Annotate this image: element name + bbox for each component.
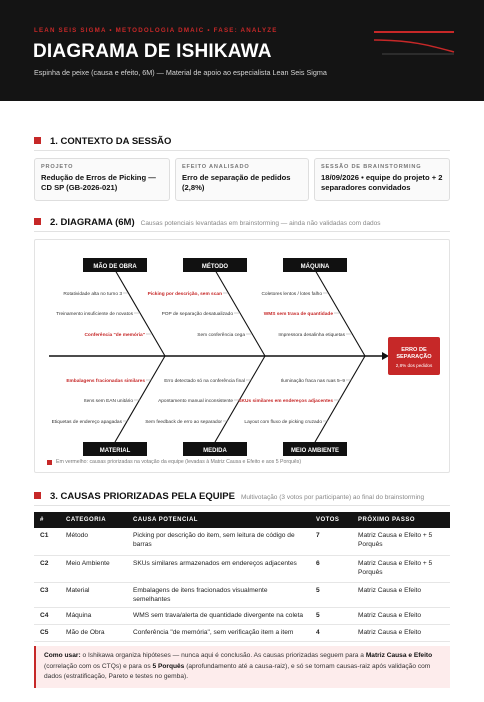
cell-votes: 4 — [310, 624, 352, 641]
section3-heading — [34, 491, 424, 502]
table-header-row — [34, 512, 450, 528]
card-value: Redução de Erros de Picking — CD SP (GB-2026-021) — [41, 173, 156, 192]
category-label: MÉTODO — [201, 264, 229, 270]
cell-next-step: Matriz Causa e Efeito + 5 Porquês — [352, 555, 450, 582]
table-row — [34, 624, 450, 641]
table-row — [34, 555, 450, 582]
cell-category: Mão de Obra — [60, 624, 127, 641]
section2-note: Causas potenciais levantadas em brainstorming — ainda não validadas com dados — [140, 220, 381, 227]
cell-cause: WMS sem trava/alerta de quantidade divergente na coleta — [127, 607, 310, 624]
cause-label: Layout com fluxo de picking cruzado — [244, 420, 322, 425]
header-kicker: LEAN SEIS SIGMA • METODOLOGIA DMAIC • FASE: ANALYZE — [34, 27, 278, 34]
card-effect — [175, 158, 309, 201]
cell-cause: SKUs similares armazenados em endereços adjacentes — [127, 555, 310, 582]
legend-text: Em vermelho: causas priorizadas na votação da equipe (levadas à Matriz Causa e Efeito e aos 5 Porquês) — [56, 459, 302, 465]
cell-id: C5 — [34, 624, 60, 641]
spine-arrow — [382, 352, 389, 360]
column-header: # — [34, 512, 60, 528]
column-header: CAUSA POTENCIAL — [127, 512, 310, 528]
diagram-legend — [47, 459, 301, 465]
cause-label: Etiquetas de endereço apagadas — [51, 420, 122, 425]
cause-label-prioritized: SKUs similares em endereços adjacentes — [238, 399, 333, 404]
effect-value: 2,8% dos pedidos — [395, 363, 433, 368]
card-value: Erro de separação de pedidos (2,8%) — [182, 173, 291, 192]
fishbone-svg — [35, 240, 451, 474]
cause-label: Itens sem EAN unitário — [83, 399, 133, 404]
cell-next-step: Matriz Causa e Efeito — [352, 624, 450, 641]
cell-next-step: Matriz Causa e Efeito + 5 Porquês — [352, 528, 450, 555]
divider — [34, 150, 450, 151]
cause-label-prioritized: Conferência "de memória" — [84, 333, 145, 338]
cell-votes: 6 — [310, 555, 352, 582]
category-label: MÃO DE OBRA — [93, 264, 137, 270]
card-project — [34, 158, 170, 201]
note-text: (correlação com os CTQs) e para os — [44, 662, 153, 670]
table-row — [34, 607, 450, 624]
table-row — [34, 528, 450, 555]
cell-category: Material — [60, 582, 127, 607]
cell-votes: 5 — [310, 607, 352, 624]
cell-category: Máquina — [60, 607, 127, 624]
divider — [34, 231, 450, 232]
column-header: VOTOS — [310, 512, 352, 528]
section3-note: Multivotação (3 votos por participante) ao final do brainstorming — [240, 494, 425, 501]
cause-label-prioritized: Picking por descrição, sem scan — [147, 292, 222, 297]
category-label: MATERIAL — [99, 448, 131, 454]
cause-label: POP de separação desatualizado — [161, 312, 233, 317]
header-banner — [0, 0, 484, 101]
card-label: SESSÃO DE BRAINSTORMING — [321, 164, 422, 170]
section3-title: 3. CAUSAS PRIORIZADAS PELA EQUIPE — [50, 491, 235, 502]
table-row — [34, 582, 450, 607]
divider — [34, 505, 450, 506]
column-header: PRÓXIMO PASSO — [352, 512, 450, 528]
cause-label: Sem conferência cega — [197, 333, 245, 338]
note-lead: Como usar: — [44, 652, 81, 659]
section-marker — [34, 137, 41, 144]
cause-label: Impressora desalinha etiquetas — [278, 333, 345, 338]
priority-table — [34, 512, 450, 642]
cause-label-prioritized: Embalagens fracionadas similares — [66, 379, 145, 384]
card-label: PROJETO — [41, 164, 74, 170]
cell-id: C2 — [34, 555, 60, 582]
cause-label: Erro detectado só na conferência final — [164, 379, 245, 384]
section1-title: 1. CONTEXTO DA SESSÃO — [50, 136, 172, 147]
cell-cause: Conferência "de memória", sem verificação item a item — [127, 624, 310, 641]
card-session — [314, 158, 450, 201]
card-label: EFEITO ANALISADO — [182, 164, 250, 170]
section2-title: 2. DIAGRAMA (6M) — [50, 217, 135, 228]
cause-label: Sem feedback de erro ao separador — [145, 420, 222, 425]
cell-id: C3 — [34, 582, 60, 607]
section2-heading — [34, 217, 381, 228]
card-value: 18/09/2026 • equipe do projeto + 2 separadores convidados — [321, 173, 443, 192]
cell-id: C1 — [34, 528, 60, 555]
cell-id: C4 — [34, 607, 60, 624]
page-title: DIAGRAMA DE ISHIKAWA — [33, 41, 272, 62]
page-subtitle: Espinha de peixe (causa e efeito, 6M) — Material de apoio ao especialista Lean Seis Sigma — [34, 68, 327, 77]
column-header: CATEGORIA — [60, 512, 127, 528]
cell-category: Método — [60, 528, 127, 555]
cause-label-prioritized: WMS sem trava de quantidade — [263, 312, 333, 317]
legend-swatch — [47, 460, 52, 465]
cell-cause: Embalagens de itens fracionados visualmente semelhantes — [127, 582, 310, 607]
category-label: MÁQUINA — [300, 264, 330, 270]
category-label: MEIO AMBIENTE — [290, 448, 340, 454]
note-bold: 5 Porquês — [152, 662, 185, 670]
cause-label: Rotatividade alta no turno 3 — [63, 292, 122, 297]
cell-votes: 7 — [310, 528, 352, 555]
cause-label: Iluminação fraca nas ruas 5–9 — [280, 379, 345, 384]
cause-label: Coletores lentos / lotes falho — [261, 292, 322, 297]
header-decoration-icon — [372, 26, 456, 56]
cell-next-step: Matriz Causa e Efeito — [352, 607, 450, 624]
note-text: o Ishikawa organiza hipóteses — nunca aqui é conclusão. As causas priorizadas seguem para a — [80, 652, 366, 659]
cell-next-step: Matriz Causa e Efeito — [352, 582, 450, 607]
cell-cause: Picking por descrição do item, sem leitura de código de barras — [127, 528, 310, 555]
section-marker — [34, 492, 41, 499]
note-bold: Matriz Causa e Efeito — [365, 652, 433, 659]
cell-votes: 5 — [310, 582, 352, 607]
section-marker — [34, 218, 41, 225]
cause-label: Treinamento insuficiente de novatos — [56, 312, 133, 317]
ishikawa-diagram — [34, 239, 450, 473]
category-label: MEDIDA — [203, 448, 227, 454]
note-text: (aprofundamento até a causa-raiz), e só se tornam causas-raiz após validação com dados (estratificação, Pareto e testes no gemba). — [44, 662, 431, 680]
usage-note — [34, 646, 450, 688]
section1-heading — [34, 136, 171, 147]
effect-title-line2: SEPARAÇÃO — [396, 354, 432, 360]
cell-category: Meio Ambiente — [60, 555, 127, 582]
cause-label: Apontamento manual inconsistente — [158, 399, 233, 404]
effect-title-line1: ERRO DE — [401, 347, 427, 353]
